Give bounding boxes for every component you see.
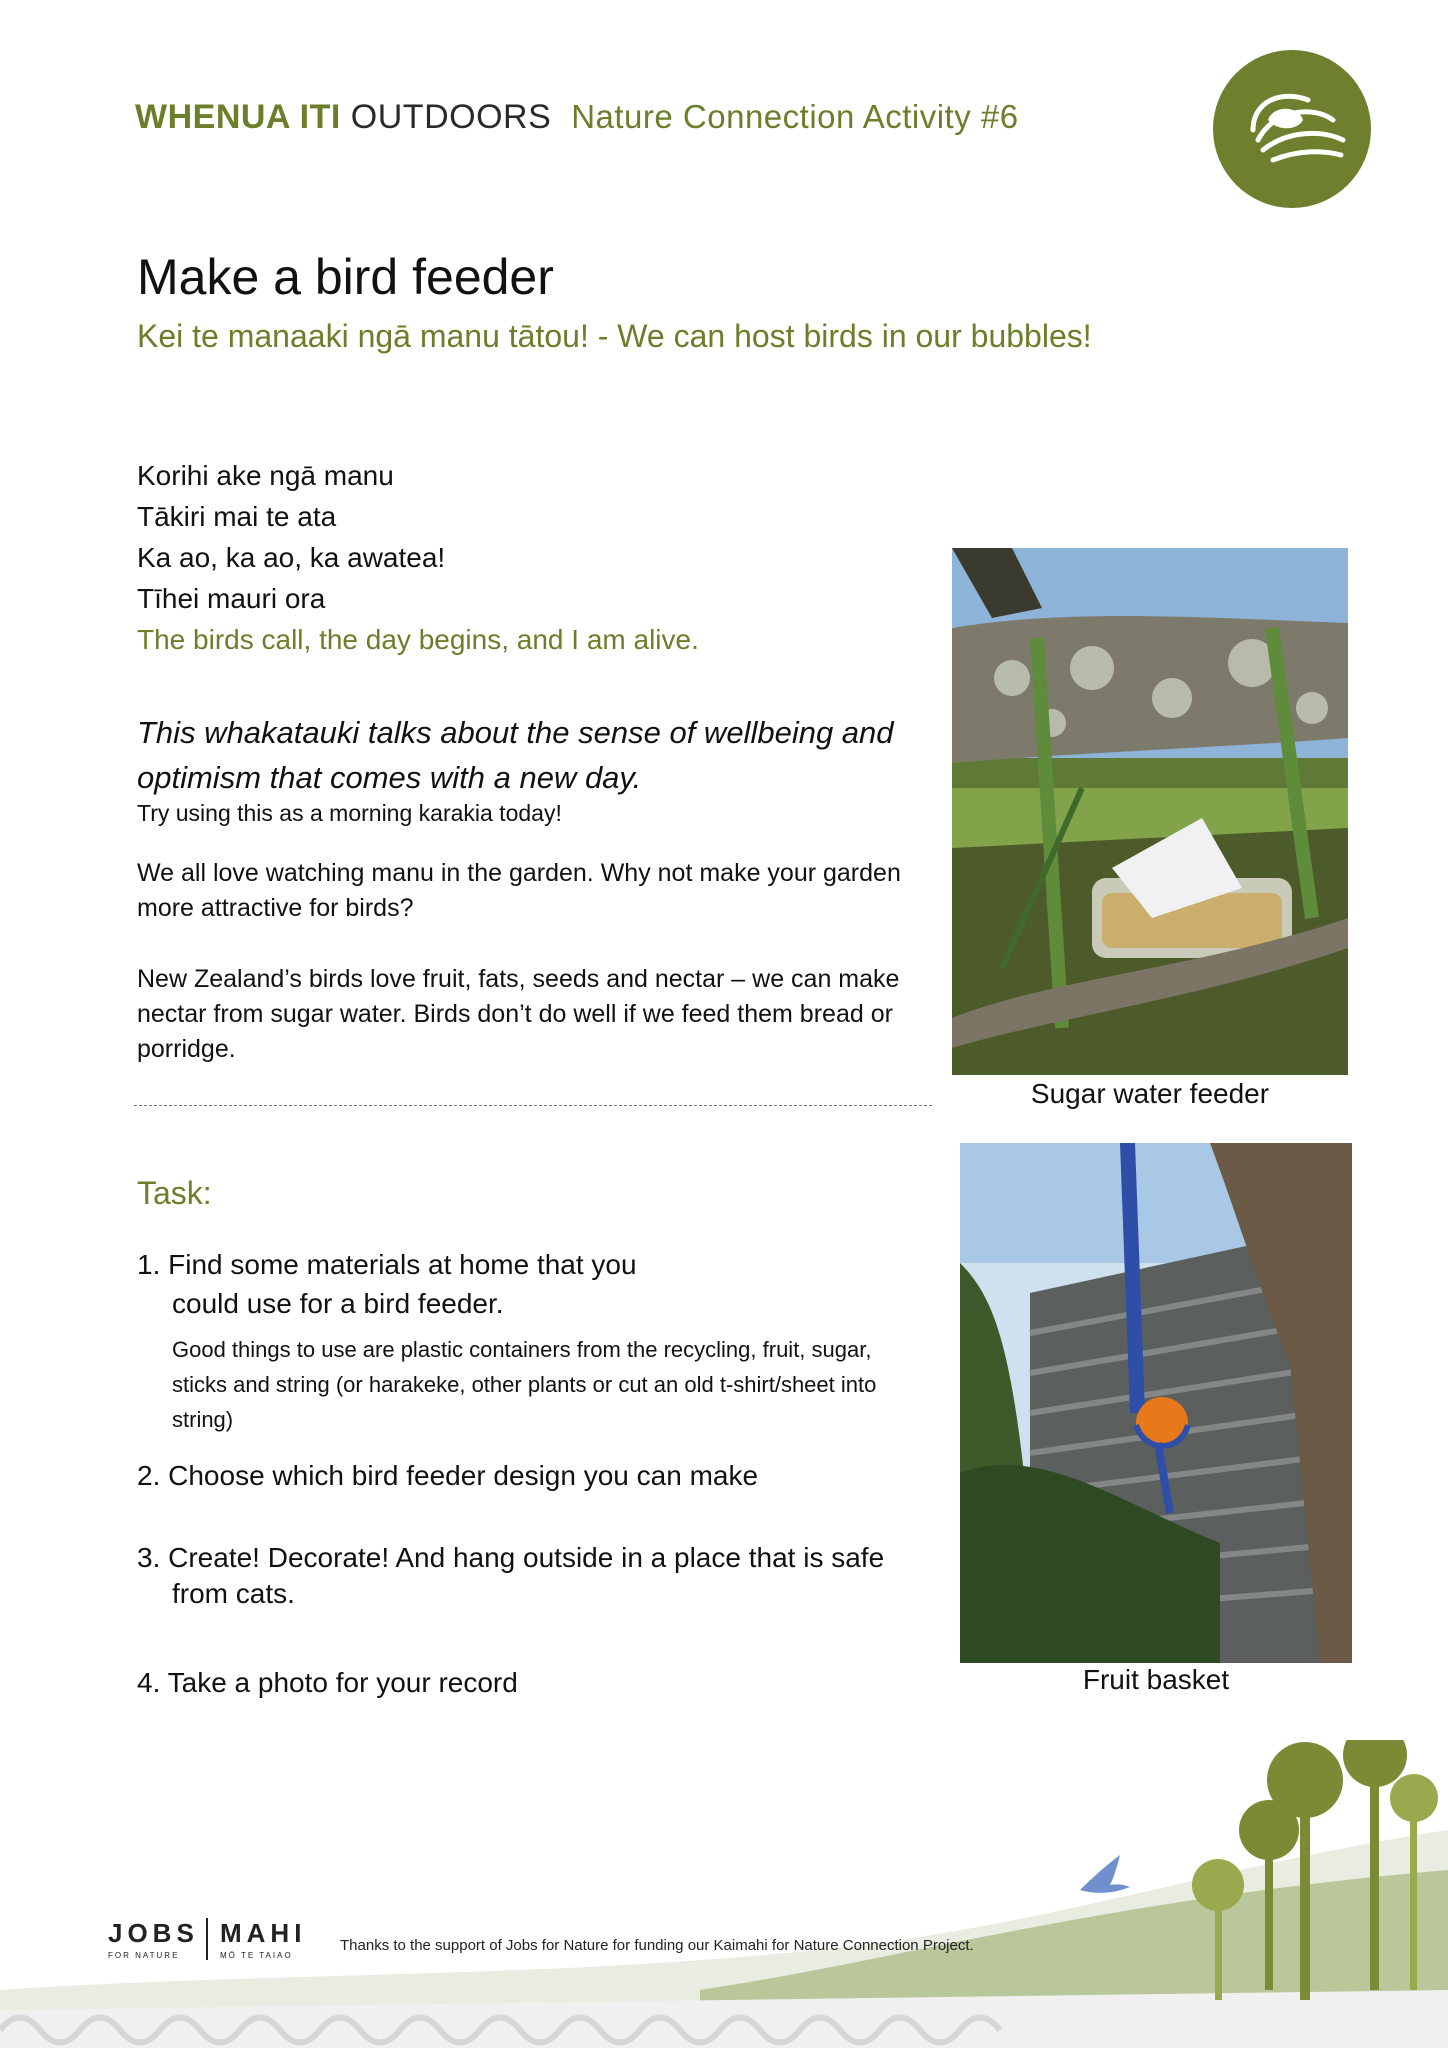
fruit-basket-photo xyxy=(960,1143,1352,1663)
task-step-1-continued: could use for a bird feeder. xyxy=(172,1288,504,1319)
footer-landscape-illustration xyxy=(0,1740,1448,2048)
page-subtitle: Kei te manaaki ngā manu tātou! - We can host birds in our bubbles! xyxy=(137,318,1092,354)
task-step-1-detail: Good things to use are plastic containers from the recycling, fruit, sugar, sticks and string (or harakeke, other plants or cut an old t-shirt/sheet into string) xyxy=(172,1337,877,1432)
sugar-water-feeder-photo xyxy=(952,548,1348,1075)
karakia-note: Try using this as a morning karakia today! xyxy=(137,800,562,826)
whakatauki-explanation: This whakatauki talks about the sense of wellbeing and optimism that comes with a new day. xyxy=(137,715,894,795)
bird-icon xyxy=(1080,1855,1130,1893)
task-step-4: 4. Take a photo for your record xyxy=(137,1667,518,1698)
logo-divider xyxy=(206,1918,208,1960)
photo-caption: Sugar water feeder xyxy=(1030,1078,1270,1109)
poem-line: Ka ao, ka ao, ka awatea! xyxy=(137,542,446,573)
for-nature-tagline: FOR NATURE xyxy=(108,1951,180,1960)
funding-acknowledgement: Thanks to the support of Jobs for Nature for funding our Kaimahi for Nature Connection Project. xyxy=(340,1937,974,1954)
page-title: Make a bird feeder xyxy=(137,249,554,305)
mahi-wordmark: MAHI xyxy=(220,1918,307,1948)
task-step-3: 3. Create! Decorate! And hang outside in a place that is safe xyxy=(137,1542,885,1573)
intro-paragraph: We all love watching manu in the garden. Why not make your garden more attractive for birds? xyxy=(137,859,901,922)
brand-name-part1: WHENUA ITI xyxy=(135,98,341,136)
whenua-iti-logo xyxy=(1213,50,1371,208)
activity-label: Nature Connection Activity #6 xyxy=(571,98,1019,135)
task-step-2: 2. Choose which bird feeder design you can make xyxy=(137,1460,759,1491)
photo-caption: Fruit basket xyxy=(1082,1664,1230,1695)
task-step-1: 1. Find some materials at home that you xyxy=(137,1249,637,1280)
task-heading: Task: xyxy=(137,1175,212,1211)
poem-line: Korihi ake ngā manu xyxy=(137,460,394,491)
jobs-for-nature-logo xyxy=(108,1918,318,1968)
jobs-wordmark: JOBS xyxy=(108,1918,199,1948)
section-divider xyxy=(134,1105,932,1106)
poem-line: Tākiri mai te ata xyxy=(137,501,337,532)
poem-translation: The birds call, the day begins, and I am alive. xyxy=(137,624,699,655)
brand-header xyxy=(135,98,1019,137)
nectar-paragraph: New Zealand’s birds love fruit, fats, seeds and nectar – we can make nectar from sugar water. Birds don’t do well if we feed them bread or porridge. xyxy=(137,965,900,1063)
poem-line: Tīhei mauri ora xyxy=(137,583,326,614)
mo-te-taiao-tagline: MŌ TE TAIAO xyxy=(220,1951,293,1960)
task-step-3-continued: from cats. xyxy=(172,1578,295,1609)
brand-name-part2: OUTDOORS xyxy=(350,98,552,136)
